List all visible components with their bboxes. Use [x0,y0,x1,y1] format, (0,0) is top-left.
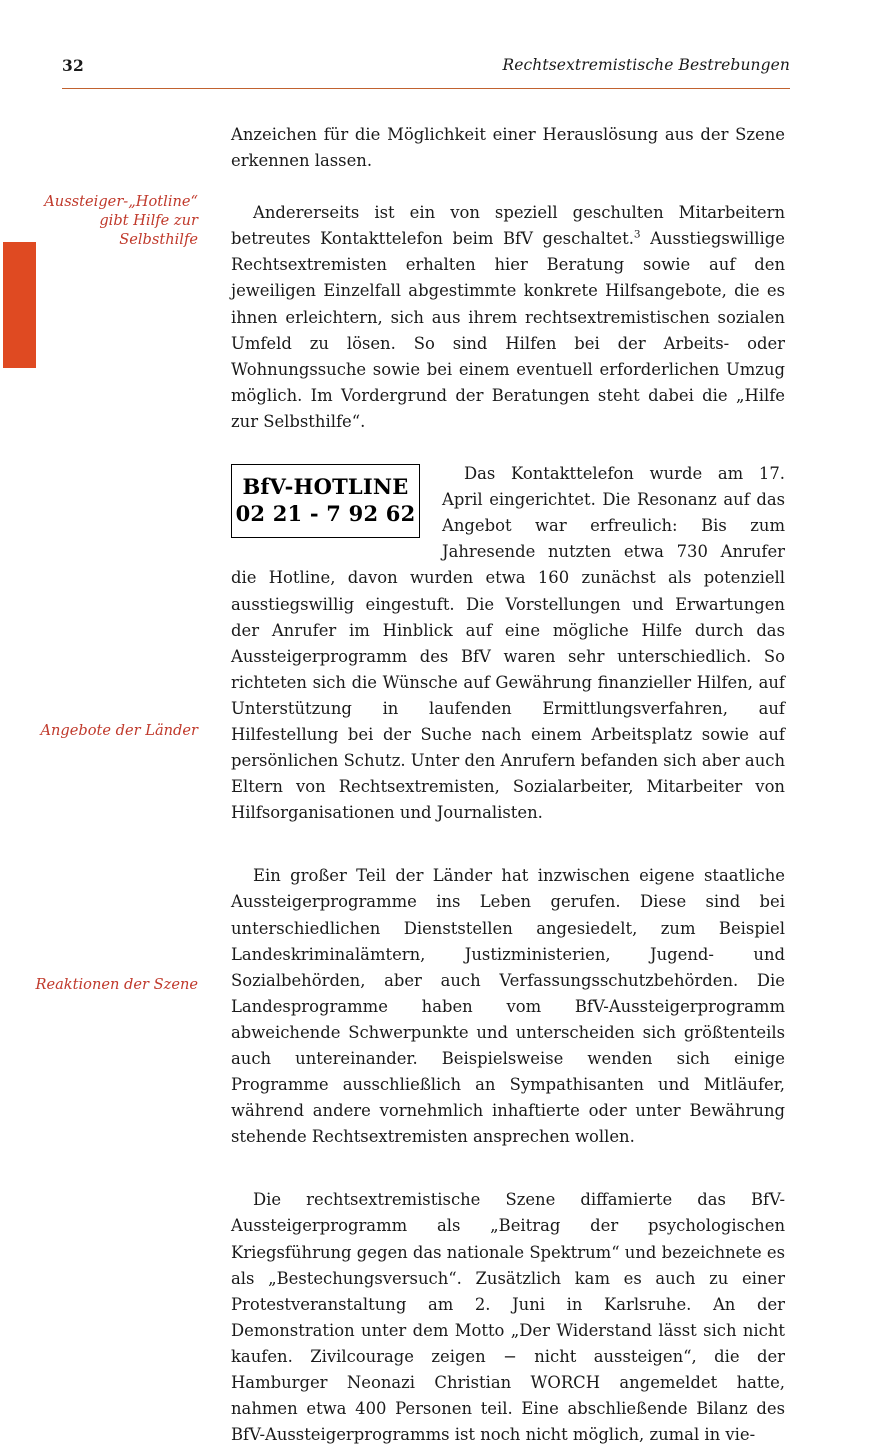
paragraph-hotline-intro-post: Ausstiegswillige Rechtsextremisten erhalten hier Beratung sowie auf den jeweiligen Einzelfall abgestimmte konkrete Hilfsangebote, die es ihnen erleichtern, sich aus ihrem rechtsextremistischen sozialen Umfeld zu lösen. So sind Hilfen bei der Arbeits- oder Wohnungssuche sowie bei einem eventuell erforderlichen Umzug möglich. Im Vordergrund der Beratungen steht dabei die „Hilfe zur Selbsthilfe“. [231,229,785,431]
paragraph-continued: Anzeichen für die Möglichkeit einer Herauslösung aus der Szene erkennen lassen. [231,125,785,171]
text-column [231,122,785,1448]
marginal-note-hotline: Aussteiger-„Hotline“ gibt Hilfe zur Selbsthilfe [44,193,198,248]
hotline-section [231,461,785,826]
paragraph-reaktionen: Die rechtsextremistische Szene diffamierte das BfV-Aussteigerprogramm als „Beitrag der psychologischen Kriegsführung gegen das nationale Spektrum“ und bezeichnete es als „Bestechungsversuch“. Zusätzlich kam es auch zu einer Protestveranstaltung am 2. Juni in Karlsruhe. An der Demonstration unter dem Motto „Der Widerstand lässt sich nicht kaufen. Zivilcourage zeigen − nicht aussteigen“, die der Hamburger Neonazi Christian WORCH angemeldet hatte, nahmen etwa 400 Personen teil. Eine abschließende Bilanz des BfV-Aussteigerprogramms ist noch nicht möglich, zumal in vie- [231,1190,785,1445]
running-head: Rechtsextremistische Bestrebungen [502,56,790,74]
paragraph-hotline-intro [231,200,785,435]
footnote-marker: 3 [633,228,641,241]
paragraph-hotline-intro-pre: Andererseits ist ein von speziell geschulten Mitarbeitern betreutes Kontakttelefon beim BfV geschaltet. [231,203,785,249]
paragraph-resonanz: Das Kontakttelefon wurde am 17. April eingerichtet. Die Resonanz auf das Angebot war erfreulich: Bis zum Jahresende nutzten etwa 730 Anrufer die Hotline, davon wurden etwa 160 zunächst als potenziell ausstiegswillig eingestuft. Die Vorstellungen und Erwartungen der Anrufer im Hinblick auf eine mögliche Hilfe durch das Aussteigerprogramm des BfV waren sehr unterschiedlich. So richteten sich die Wünsche auf Gewährung finanzieller Hilfen, auf Unterstützung in laufenden Ermittlungsverfahren, auf Hilfestellung bei der Suche nach einem Arbeitsplatz sowie auf persönlichen Schutz. Unter den Anrufern befanden sich aber auch Eltern von Rechtsextremisten, Sozialarbeiter, Mitarbeiter von Hilfsorganisationen und Journalisten. [231,464,785,823]
hotline-number: 02 21 - 7 92 62 [235,501,416,527]
marginal-note-reaktionen: Reaktionen der Szene [35,976,198,993]
hotline-title: BfV-HOTLINE [242,474,409,500]
section-thumb-tab [3,242,36,368]
marginal-note-laender: Angebote der Länder [40,722,198,739]
page-number: 32 [62,56,84,75]
paragraph-laender: Ein großer Teil der Länder hat inzwischen eigene staatliche Aussteigerprogramme ins Leben gerufen. Diese sind bei unterschiedlichen Dienststellen angesiedelt, zum Beispiel Landeskriminalämtern, Justizministerien, Jugend- und Sozialbehörden, aber auch Verfassungsschutzbehörden. Die Landesprogramme haben vom BfV-Aussteigerprogramm abweichende Schwerpunkte und unterscheiden sich größtenteils auch untereinander. Beispielsweise wenden sich einige Programme ausschließlich an Sympathisanten und Mitläufer, während andere vornehmlich inhaftierte oder unter Bewährung stehende Rechtsextremisten ansprechen wollen. [231,866,785,1147]
page-header [62,58,790,89]
hotline-callout-box [231,464,420,538]
